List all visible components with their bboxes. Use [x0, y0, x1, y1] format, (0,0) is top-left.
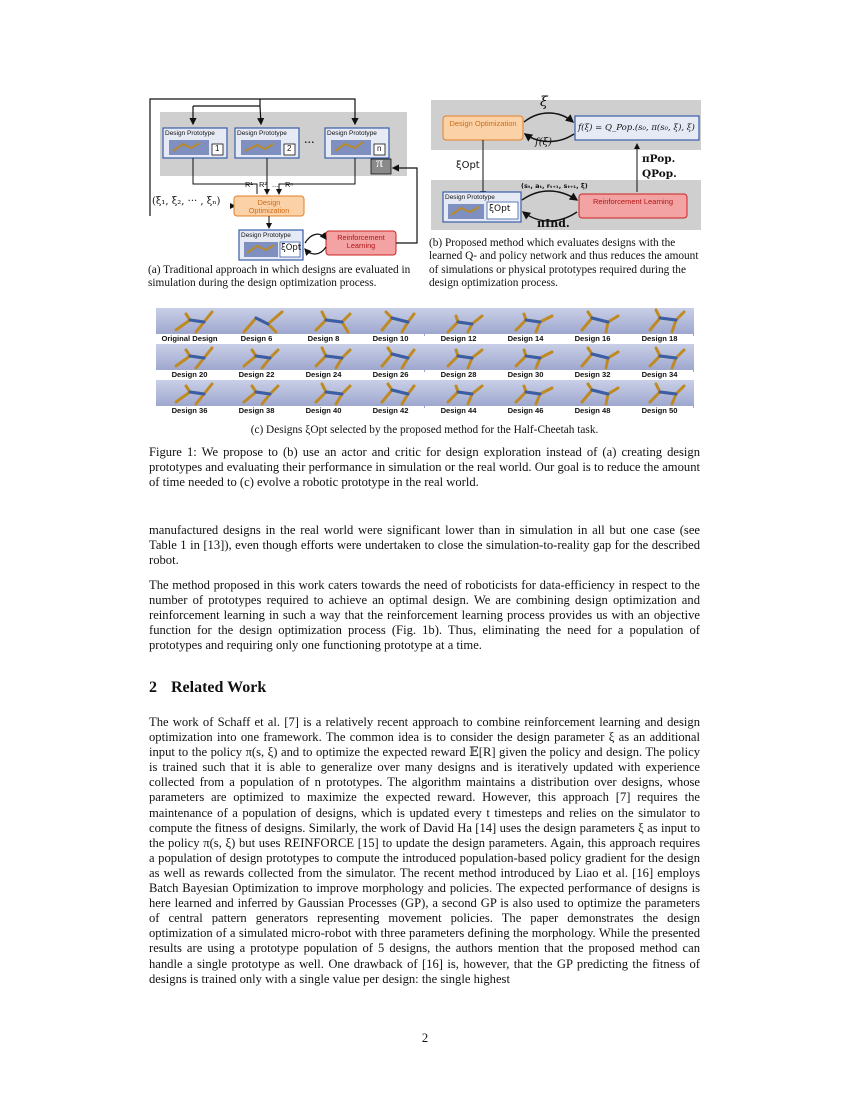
- xi-b: ξ: [540, 94, 548, 110]
- paragraph-3: The work of Schaff et al. [7] is a relatively recent approach to combine reinforcement learning and design optimization into one framework. The common idea is to consider the design parameter ξ as an additional input to the policy π(s, ξ) and to optimize the expected reward 𝔼[R] given the policy and design. The policy is trained such that it is able to generalize over many designs and is iteratively updated with experience collected from a population of n prototypes. The algorithm maintains a distribution over designs, whose parameters are optimized to maximize the expected reward. However, this approach [7] requires the maintenance of a population of designs, which is updated every t timesteps and relies on the simulator to compute the fitness of designs. Similarly, the work of David Ha [14] uses the design parameters ξ as input to the policy π(s, ξ) but uses REINFORCE [15] to update the design parameters. Again, this approach requires a population of design prototypes to compute the introduced population-based policy gradient for the design as well as rewards collected from the simulator. The recent method introduced by Liao et al. [16] employs Batch Bayesian Optimization to improve morphology and policies. The expected performance of designs is here learned and inferred by Gaussian Processes (GP), a second GP is also used to optimize the parameters of central pattern generators representing movement policies. The paper demonstrates the design optimization of a simulated micro-robot with three parameters defining the morphology. While the presented results are using a prototype population of 5 designs, the authors mention that the proposed method can handle a single prototype as well. One drawback of [16] is, however, that the GP predicting the fitness of designs is trained only with a single value per design: the single highest: [149, 715, 700, 986]
- design-label: Design 38: [223, 406, 290, 416]
- xi-opt-b-arrow: ξOpt: [456, 160, 480, 171]
- design-label: Design 12: [425, 334, 492, 344]
- design-label: Design 32: [559, 370, 626, 380]
- caption-c: [149, 424, 700, 437]
- caption-a: (a) Traditional approach in which designs are evaluated in simulation during the design optimization process.: [148, 264, 411, 290]
- q-pop: QPop.: [642, 168, 677, 180]
- design-optimization-label-a: Design Optimization: [248, 198, 290, 215]
- design-robots: [156, 300, 694, 410]
- figure-caption: Figure 1: We propose to (b) use an actor and critic for design exploration instead of (a) creating design prototypes and evaluating their performance in simulation or the real world. Our goal is to reduce the amount of time needed to (c) evolve a robotic prototype in the real world.: [149, 445, 700, 490]
- design-label: Design 30: [492, 370, 559, 380]
- design-label: Design 34: [626, 370, 693, 380]
- caption-b: (b) Proposed method which evaluates designs with the learned Q- and policy network and thus reduces the amount of simulations or physical prototypes required during the design optimization process.: [429, 237, 699, 290]
- design-label: Design 18: [626, 334, 693, 344]
- design-label: Design 26: [357, 370, 424, 380]
- design-label: Design 50: [626, 406, 693, 416]
- pi-ind: πInd.: [537, 217, 570, 230]
- caption-c-pre: (c) Designs: [250, 424, 306, 436]
- xi-tuple: (ξ₁, ξ₂, ··· , ξₙ): [152, 196, 221, 207]
- design-label: Design 20: [156, 370, 223, 380]
- reward-n: Rⁿ: [285, 180, 294, 189]
- reinforcement-learning-label-b: Reinforcement Learning: [592, 197, 674, 206]
- prototype-number-2: 2: [287, 144, 292, 153]
- prototype-label-2: Design Prototype: [237, 130, 287, 137]
- figure-1a: [145, 96, 425, 296]
- design-label: Design 24: [290, 370, 357, 380]
- design-label: Design 6: [223, 334, 290, 344]
- reward-1: R¹: [245, 180, 253, 189]
- xi-opt-a: ξOpt: [281, 243, 302, 253]
- design-label: Design 46: [492, 406, 559, 416]
- prototype-number-n: n: [377, 144, 382, 153]
- design-label: Design 10: [357, 334, 424, 344]
- ellipsis: ...: [304, 132, 315, 147]
- design-label: Design 28: [425, 370, 492, 380]
- prototype-number-1: 1: [215, 144, 220, 153]
- caption-c-post: selected by the proposed method for the Half-Cheetah task.: [327, 424, 599, 436]
- design-label: Design 42: [357, 406, 424, 416]
- design-label: Design 8: [290, 334, 357, 344]
- transition-tuple: (sₜ, aₜ, rₜ₊₁, sₜ₊₁, ξ): [521, 182, 588, 190]
- pi-pop: πPop.: [642, 153, 676, 165]
- design-label: Original Design: [156, 334, 223, 344]
- design-label: Design 40: [290, 406, 357, 416]
- design-label: Design 14: [492, 334, 559, 344]
- figure-1b: [429, 96, 703, 296]
- design-label: Design 16: [559, 334, 626, 344]
- prototype-label-n: Design Prototype: [327, 130, 377, 137]
- design-label: Design 22: [223, 370, 290, 380]
- pi-symbol: π: [376, 156, 384, 171]
- f-xi-label: f(ξ): [535, 137, 553, 148]
- design-optimization-label-b: Design Optimization: [449, 119, 517, 128]
- paragraph-2: The method proposed in this work caters towards the need of roboticists for data-efficiency in respect to the number of prototypes required to achieve an optimal design. We are combining design optimization and reinforcement learning in such a way that the reinforcement learning process provides us with an objective function for the design optimization process (Fig. 1b). Thus, eliminating the need for a population of prototypes and requiring only one functioning prototype at a time.: [149, 578, 700, 653]
- section-heading: [149, 679, 266, 697]
- page-number: 2: [421, 1031, 429, 1045]
- reinforcement-learning-label-a: Reinforcement Learning: [337, 233, 385, 250]
- xi-opt-b: ξOpt: [489, 204, 511, 214]
- design-label: Design 48: [559, 406, 626, 416]
- section-title: Related Work: [171, 679, 267, 696]
- prototype-label-b: Design Prototype: [445, 194, 495, 201]
- design-label: Design 36: [156, 406, 223, 416]
- reward-ellipsis: ...: [272, 180, 279, 189]
- reward-2: R²: [259, 180, 267, 189]
- paragraph-1: manufactured designs in the real world were significant lower than in simulation in all but one case (see Table 1 in [13]), even though efforts were undertaken to close the simulation-to-reality gap for the described robot.: [149, 523, 700, 568]
- section-number: 2: [149, 679, 157, 696]
- f-equation: f(ξ) = Q_Pop.(s₀, π(s₀, ξ), ξ): [578, 123, 695, 133]
- caption-c-symbol: ξOpt: [305, 424, 328, 436]
- prototype-label-1: Design Prototype: [165, 130, 215, 137]
- design-label: Design 44: [425, 406, 492, 416]
- prototype-label-opt: Design Prototype: [241, 232, 291, 239]
